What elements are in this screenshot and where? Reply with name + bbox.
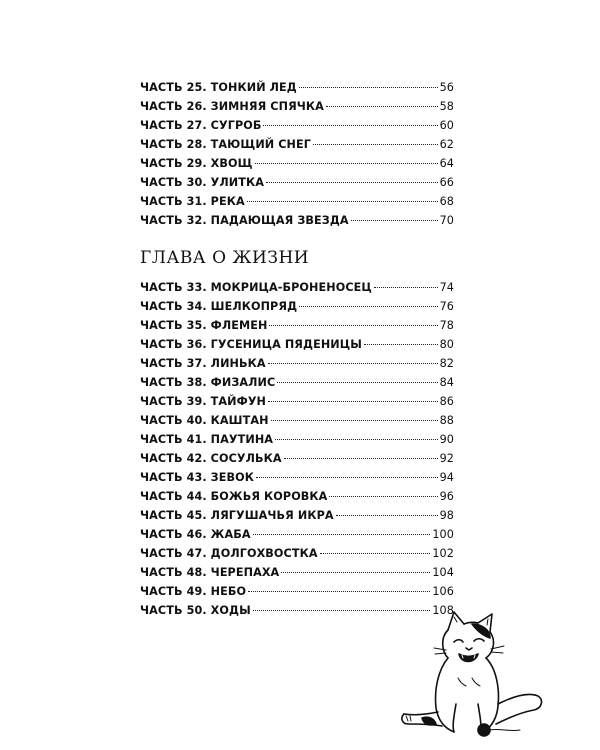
toc-entry-page: 80 xyxy=(439,338,454,351)
toc-entry-title: ЧАСТЬ 27. СУГРОБ xyxy=(140,119,262,132)
toc-entry-page: 108 xyxy=(432,604,454,617)
toc-entry xyxy=(140,449,454,468)
toc-entry-title: ЧАСТЬ 43. ЗЕВОК xyxy=(140,471,254,484)
dot-leader xyxy=(268,362,438,364)
toc-entry-title: ЧАСТЬ 49. НЕБО xyxy=(140,585,247,598)
toc-entry-title: ЧАСТЬ 41. ПАУТИНА xyxy=(140,433,274,446)
toc-entry-title: ЧАСТЬ 30. УЛИТКА xyxy=(140,176,264,189)
toc-entry xyxy=(140,354,454,373)
toc-entry xyxy=(140,506,454,525)
toc-entry xyxy=(140,78,454,97)
toc-entry xyxy=(140,97,454,116)
toc-entry xyxy=(140,316,454,335)
toc-entry-title: ЧАСТЬ 32. ПАДАЮЩАЯ ЗВЕЗДА xyxy=(140,214,349,227)
toc-entry xyxy=(140,335,454,354)
toc-entry-page: 98 xyxy=(439,509,454,522)
toc-entry-page: 88 xyxy=(439,414,454,427)
toc-entry-page: 62 xyxy=(439,138,454,151)
toc-entry-title: ЧАСТЬ 36. ГУСЕНИЦА ПЯДЕНИЦЫ xyxy=(140,338,362,351)
dot-leader xyxy=(266,181,438,183)
toc-entry xyxy=(140,468,454,487)
toc-entry-title: ЧАСТЬ 31. РЕКА xyxy=(140,195,245,208)
toc-entry-title: ЧАСТЬ 45. ЛЯГУШАЧЬЯ ИКРА xyxy=(140,509,334,522)
dot-leader xyxy=(255,162,438,164)
dot-leader xyxy=(351,219,438,221)
toc-entry xyxy=(140,154,454,173)
toc-entry-title: ЧАСТЬ 46. ЖАБА xyxy=(140,528,251,541)
toc-entry-title: ЧАСТЬ 44. БОЖЬЯ КОРОВКА xyxy=(140,490,328,503)
toc-entry-title: ЧАСТЬ 42. СОСУЛЬКА xyxy=(140,452,282,465)
dot-leader xyxy=(277,381,437,383)
toc-entry-page: 94 xyxy=(439,471,454,484)
toc-entry-page: 70 xyxy=(439,214,454,227)
toc-entry-page: 78 xyxy=(439,319,454,332)
toc-entry-page: 90 xyxy=(439,433,454,446)
toc-entry-page: 60 xyxy=(439,119,454,132)
toc-entry xyxy=(140,392,454,411)
dot-leader xyxy=(299,86,438,88)
dot-leader xyxy=(271,419,438,421)
toc-entry-page: 64 xyxy=(439,157,454,170)
dot-leader xyxy=(247,200,438,202)
toc-entry xyxy=(140,173,454,192)
toc-entry-title: ЧАСТЬ 37. ЛИНЬКА xyxy=(140,357,266,370)
toc-entry-page: 58 xyxy=(439,100,454,113)
toc-entry-page: 82 xyxy=(439,357,454,370)
toc-entry-page: 68 xyxy=(439,195,454,208)
cat-illustration xyxy=(396,608,546,740)
dot-leader xyxy=(313,143,438,145)
dot-leader xyxy=(364,343,438,345)
toc-entry-page: 56 xyxy=(439,81,454,94)
toc-entry-page: 92 xyxy=(439,452,454,465)
toc-entry-page: 76 xyxy=(439,300,454,313)
dot-leader xyxy=(263,124,437,126)
toc-entry-title: ЧАСТЬ 50. ХОДЫ xyxy=(140,604,251,617)
toc-entry xyxy=(140,211,454,230)
toc-entry-page: 106 xyxy=(432,585,454,598)
dot-leader xyxy=(336,514,438,516)
toc-entry-title: ЧАСТЬ 25. ТОНКИЙ ЛЕД xyxy=(140,81,297,94)
dot-leader xyxy=(275,438,438,440)
toc-entry xyxy=(140,297,454,316)
toc-entry-page: 102 xyxy=(432,547,454,560)
toc-entry-page: 104 xyxy=(432,566,454,579)
toc-entry-title: ЧАСТЬ 34. ШЕЛКОПРЯД xyxy=(140,300,298,313)
dot-leader xyxy=(326,105,438,107)
dot-leader xyxy=(281,571,430,573)
chapter-heading: ГЛАВА О ЖИЗНИ xyxy=(140,248,310,268)
table-of-contents xyxy=(140,78,454,620)
toc-entry-title: ЧАСТЬ 39. ТАЙФУН xyxy=(140,395,267,408)
dot-leader xyxy=(374,286,438,288)
toc-entry xyxy=(140,430,454,449)
dot-leader xyxy=(256,476,438,478)
toc-entry xyxy=(140,135,454,154)
dot-leader xyxy=(269,324,437,326)
toc-list-top xyxy=(140,78,454,230)
toc-entry-page: 86 xyxy=(439,395,454,408)
toc-entry xyxy=(140,563,454,582)
toc-entry xyxy=(140,582,454,601)
toc-entry xyxy=(140,192,454,211)
dot-leader xyxy=(329,495,437,497)
toc-entry xyxy=(140,116,454,135)
dot-leader xyxy=(320,552,431,554)
dot-leader xyxy=(284,457,438,459)
dot-leader xyxy=(248,590,430,592)
toc-entry-title: ЧАСТЬ 29. ХВОЩ xyxy=(140,157,253,170)
toc-entry-title: ЧАСТЬ 28. ТАЮЩИЙ СНЕГ xyxy=(140,138,311,151)
dot-leader xyxy=(299,305,437,307)
dot-leader xyxy=(253,533,431,535)
toc-entry-page: 96 xyxy=(439,490,454,503)
toc-entry-title: ЧАСТЬ 33. МОКРИЦА-БРОНЕНОСЕЦ xyxy=(140,281,372,294)
toc-entry xyxy=(140,544,454,563)
toc-entry xyxy=(140,411,454,430)
toc-entry-page: 100 xyxy=(432,528,454,541)
toc-entry-page: 84 xyxy=(439,376,454,389)
toc-entry-page: 66 xyxy=(439,176,454,189)
toc-entry-title: ЧАСТЬ 47. ДОЛГОХВОСТКА xyxy=(140,547,318,560)
toc-entry-title: ЧАСТЬ 38. ФИЗАЛИС xyxy=(140,376,276,389)
toc-entry-title: ЧАСТЬ 26. ЗИМНЯЯ СПЯЧКА xyxy=(140,100,324,113)
toc-entry-page: 74 xyxy=(439,281,454,294)
toc-entry xyxy=(140,278,454,297)
toc-entry xyxy=(140,373,454,392)
toc-entry-title: ЧАСТЬ 40. КАШТАН xyxy=(140,414,269,427)
toc-list-bottom xyxy=(140,278,454,620)
toc-entry-title: ЧАСТЬ 35. ФЛЕМЕН xyxy=(140,319,268,332)
toc-entry xyxy=(140,487,454,506)
toc-entry-title: ЧАСТЬ 48. ЧЕРЕПАХА xyxy=(140,566,280,579)
dot-leader xyxy=(268,400,438,402)
toc-entry xyxy=(140,525,454,544)
